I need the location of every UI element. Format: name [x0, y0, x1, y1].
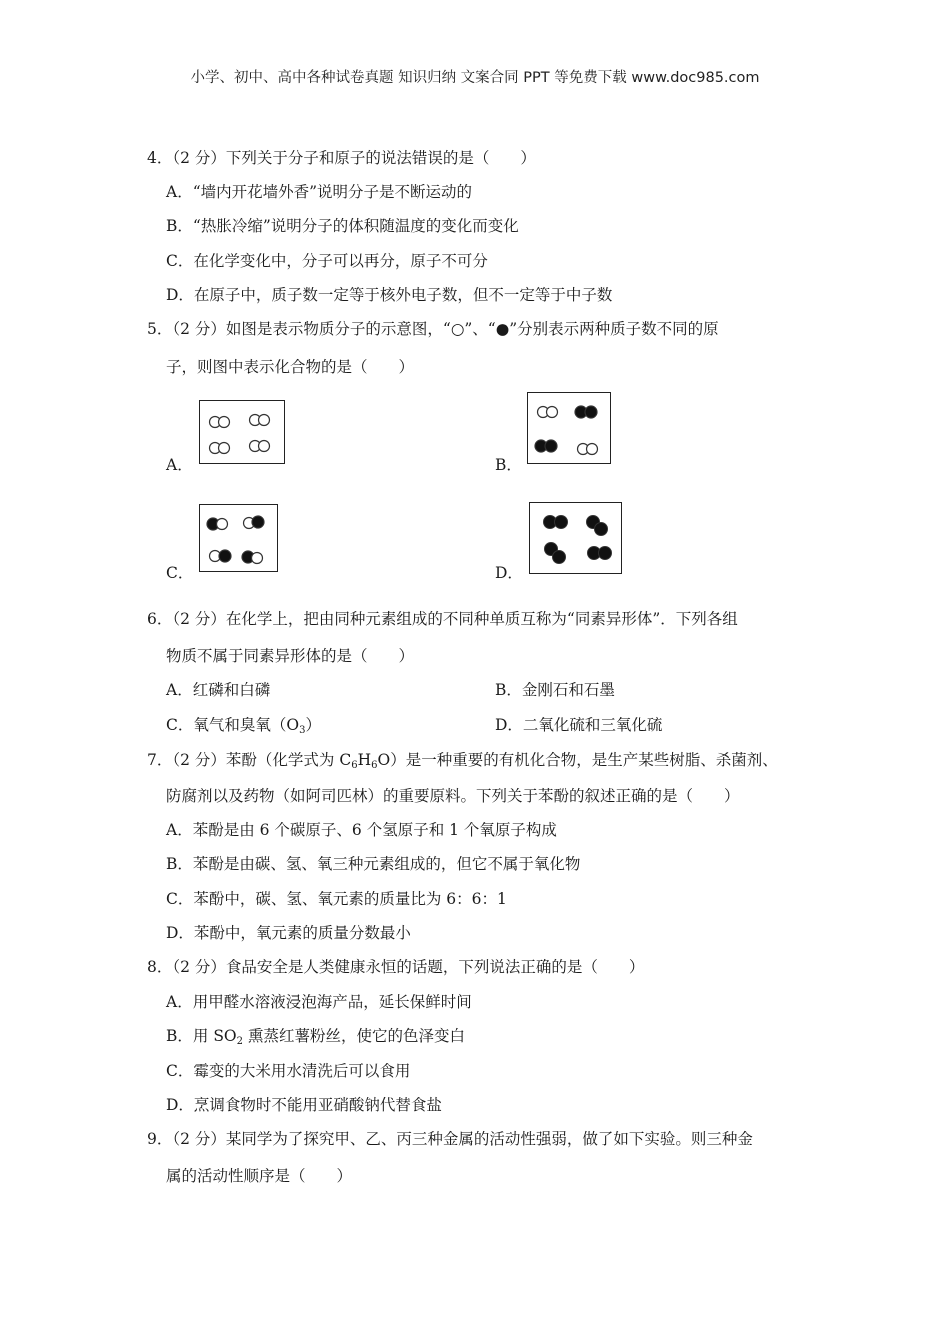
question-4-stem: 4．（2 分）下列关于分子和原子的说法错误的是（ ） — [147, 149, 536, 167]
question-6-option-c: C．氧气和臭氧$(O_3)$ — [166, 716, 321, 736]
question-6-option-d: D．二氧化硫和三氧化硫 — [495, 716, 663, 734]
question-8-option-c: C．霉变的大米用水清洗后可以食用 — [166, 1062, 411, 1080]
question-6-stem-continued: 物质不属于同素异形体的是（ ） — [166, 647, 415, 665]
figure-c-label: C． — [166, 564, 194, 582]
figure-b-molecule-diagram — [527, 392, 611, 464]
question-6-option-b: B．金刚石和石墨 — [495, 681, 615, 699]
question-7-stem-continued: 防腐剂以及药物（如阿司匹林）的重要原料。下列关于苯酚的叙述正确的是（ ） — [166, 787, 740, 805]
question-8-option-b: B．用 $SO_2$ 熏蒸红薯粉丝，使它的色泽变白 — [166, 1027, 465, 1047]
question-9-stem-continued: 属的活动性顺序是（ ） — [166, 1167, 353, 1185]
question-4-option-a: A．“墙内开花墙外香”说明分子是不断运动的 — [166, 183, 473, 201]
figure-d-label: D． — [495, 564, 523, 582]
question-5-stem: 5．（2 分）如图是表示物质分子的示意图，“○”、“●”分别表示两种质子数不同的原 — [147, 320, 719, 338]
question-7-option-b: B．苯酚是由碳、氢、氧三种元素组成的，但它不属于氧化物 — [166, 855, 581, 873]
question-6-stem: 6．（2 分）在化学上，把由同种元素组成的不同种单质互称为“同素异形体”．下列各组 — [147, 610, 738, 628]
figure-a-molecule-diagram — [199, 400, 285, 464]
figure-b-label: B． — [495, 456, 522, 474]
figure-a-label: A． — [166, 456, 193, 474]
figure-d-molecule-diagram — [529, 502, 622, 574]
question-8-option-a: A．用甲醛水溶液浸泡海产品，延长保鲜时间 — [166, 993, 472, 1011]
figure-c-molecule-diagram — [199, 504, 278, 572]
question-7-option-a: A．苯酚是由 6 个碳原子、6 个氢原子和 1 个氧原子构成 — [166, 821, 557, 839]
question-5-stem-continued: 子，则图中表示化合物的是（ ） — [166, 358, 415, 376]
question-7-option-c: C．苯酚中，碳、氢、氧元素的质量比为 6：6：1 — [166, 890, 507, 908]
question-6-option-a: A．红磷和白磷 — [166, 681, 271, 699]
question-8-option-d: D．烹调食物时不能用亚硝酸钠代替食盐 — [166, 1096, 442, 1114]
question-4-option-b: B．“热胀冷缩”说明分子的体积随温度的变化而变化 — [166, 217, 519, 235]
question-4-option-d: D．在原子中，质子数一定等于核外电子数，但不一定等于中子数 — [166, 286, 613, 304]
question-8-stem: 8．（2 分）食品安全是人类健康永恒的话题，下列说法正确的是（ ） — [147, 958, 645, 976]
question-7-stem: 7．（2 分）苯酚（化学式为 $C_6H_6O$）是一种重要的有机化合物，是生产某些树脂、杀菌剂、 — [147, 751, 778, 771]
page-header-banner: 小学、初中、高中各种试卷真题 知识归纳 文案合同 PPT 等免费下载 www.doc985.com — [190, 70, 760, 86]
question-9-stem: 9．（2 分）某同学为了探究甲、乙、丙三种金属的活动性强弱，做了如下实验。则三种金 — [147, 1130, 753, 1148]
question-7-option-d: D．苯酚中，氧元素的质量分数最小 — [166, 924, 411, 942]
question-4-option-c: C．在化学变化中，分子可以再分，原子不可分 — [166, 252, 488, 270]
